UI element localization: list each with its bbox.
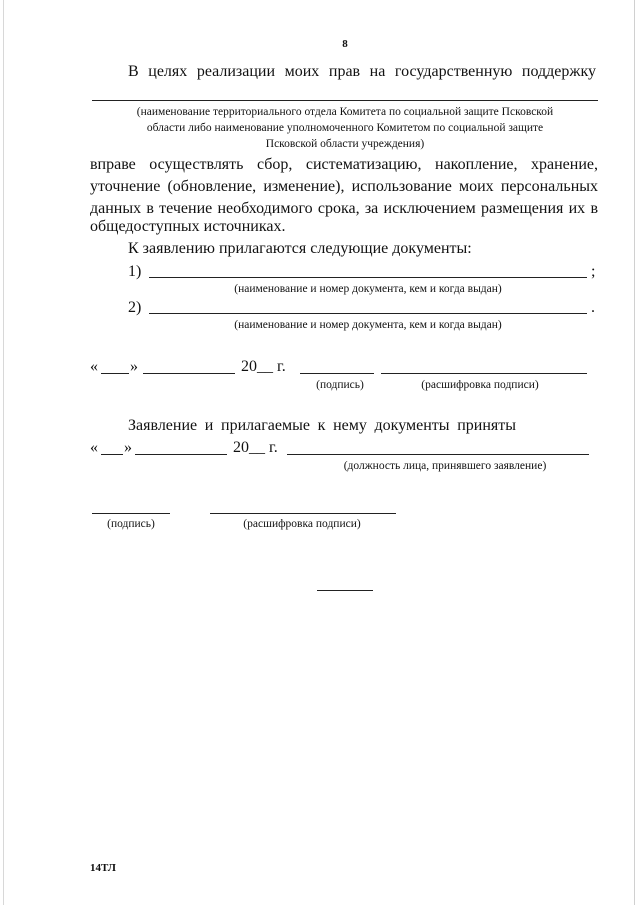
date-day-blank <box>101 373 129 374</box>
attachment-1-end-mark: ; <box>591 263 596 280</box>
scan-edge-left <box>3 0 4 905</box>
attachment-2-caption: (наименование и номер документа, кем и когда выдан) <box>234 319 502 331</box>
acceptance-day-blank <box>101 454 123 455</box>
acceptance-year: 20__ г. <box>233 439 278 456</box>
attachment-2-blank-line <box>149 313 587 314</box>
signature-blank-line <box>300 373 374 374</box>
signature-decode-blank-line <box>381 373 587 374</box>
acceptance-open-quote: « <box>90 439 98 456</box>
paragraph-line-1: вправе осуществлять сбор, систематизацию, накопление, хранение, <box>90 156 598 173</box>
acceptance-signature-blank <box>92 513 170 514</box>
paragraph-line-3: данных в течение необходимого срока, за исключением размещения их в <box>90 200 598 217</box>
paragraph-line-2: уточнение (обновление, изменение), использование моих персональных <box>90 178 598 195</box>
attachment-2-number: 2) <box>128 299 142 316</box>
acceptance-decode-blank <box>210 513 396 514</box>
attachment-1-caption: (наименование и номер документа, кем и когда выдан) <box>234 283 502 295</box>
attachment-1-blank-line <box>149 277 587 278</box>
date-open-quote: « <box>90 358 98 375</box>
acceptance-position-caption: (должность лица, принявшего заявление) <box>343 460 547 472</box>
signature-decode-caption: (расшифровка подписи) <box>421 379 539 391</box>
acceptance-position-blank <box>287 454 589 455</box>
intro-line: В целях реализации моих прав на государственную поддержку <box>128 63 596 80</box>
page-number: 8 <box>342 38 348 50</box>
scan-edge-right <box>634 0 635 905</box>
org-caption-line-1: (наименование территориального отдела Комитета по социальной защите Псковской <box>136 106 554 118</box>
date-close-quote: » <box>130 358 138 375</box>
org-caption-line-2: области либо наименование уполномоченного Комитетом по социальной защите <box>146 122 544 134</box>
date-year: 20__ г. <box>241 358 286 375</box>
signature-caption: (подпись) <box>316 379 364 391</box>
acceptance-signature-caption: (подпись) <box>107 518 155 530</box>
attachment-1-number: 1) <box>128 263 142 280</box>
acceptance-decode-caption: (расшифровка подписи) <box>243 518 361 530</box>
date-month-blank <box>143 373 235 374</box>
acceptance-month-blank <box>135 454 227 455</box>
org-caption-line-3: Псковской области учреждения) <box>265 138 425 150</box>
acceptance-close-quote: » <box>124 439 132 456</box>
acceptance-heading: Заявление и прилагаемые к нему документы приняты <box>128 417 516 434</box>
footer-code: 14ТЛ <box>90 862 116 874</box>
attachments-heading: К заявлению прилагаются следующие документы: <box>128 240 472 257</box>
org-name-blank-line <box>92 100 598 101</box>
paragraph-line-4: общедоступных источниках. <box>90 218 286 235</box>
attachment-2-end-mark: . <box>591 299 595 316</box>
end-of-form-rule <box>317 590 373 591</box>
